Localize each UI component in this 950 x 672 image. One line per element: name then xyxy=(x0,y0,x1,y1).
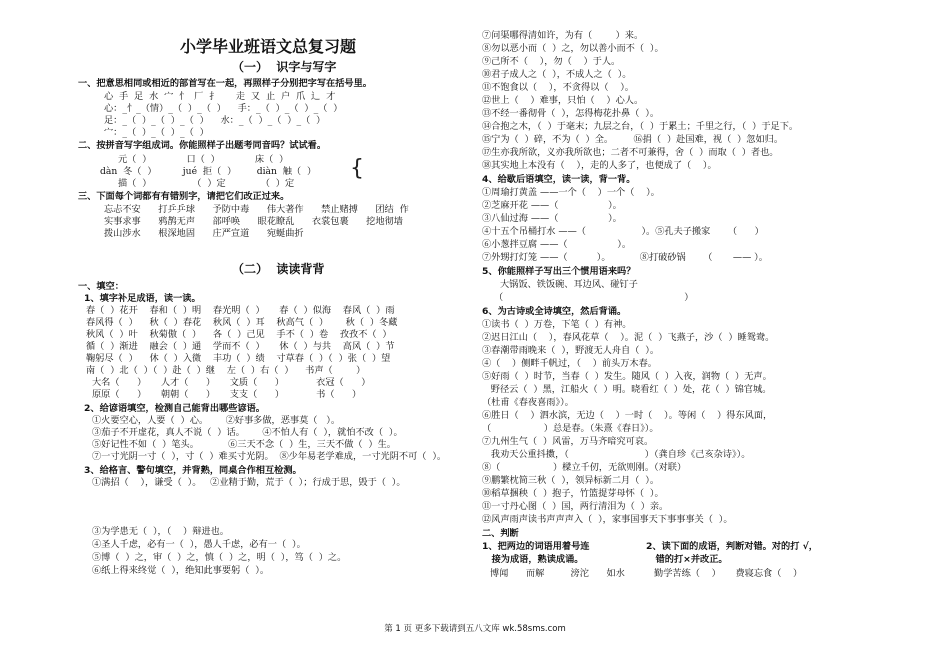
idiom-line: 春风得（ ） 秋（ ）春花 秋风（ ）耳 秋高气（ ） 秋（ ）冬藏 xyxy=(86,317,398,328)
poem-line: （杜甫《春夜喜雨》）。 xyxy=(482,397,574,408)
poem-line: ⑧（ ）樑立千仞，无欲则刚。（对联） xyxy=(482,462,687,473)
q3-line: 忘忐不安 打乒乒球 予防中毒 伟大著作 禁止赌搏 团结 作 xyxy=(104,204,409,215)
idiom-line: 大名（ ） 人才（ ） 文质（ ） 衣冠（ ） xyxy=(92,377,371,388)
q3-line: 实事求事 鸦鹊无声 部呼唤 眼花瞭乱 衣裳包裹 挖地彻墙 xyxy=(104,216,403,227)
q2-line: 描（ ） （ ）定 （ ）定 xyxy=(118,178,295,189)
sub-question-3: 3、给格言、警句填空，并背熟，同桌合作相互检测。 xyxy=(84,465,302,476)
judge-heading: 二、判断 xyxy=(482,528,519,539)
idiom-line: 春（ ）花开 春和（ ）明 春光明（ ） 春（ ）似海 春风（ ）雨 xyxy=(86,305,395,316)
q2-line: dàn 冬（ ） jué 拒（ ） diàn 触（ ） xyxy=(100,166,317,177)
question-1: 一、把意思相同或相近的部首写在一起，再照样子分别把字写在括号里。 xyxy=(78,78,372,89)
q1-line: 心 手 足 水 宀 忄 厂 扌 走 又 止 户 爪 辶 才 xyxy=(104,91,336,102)
motto-line: ⑩君子成人之（ ），不成人之（ ）。 xyxy=(482,69,632,80)
xiehouyu-line: ⑥小葱拌豆腐 ——（ ）。 xyxy=(482,239,632,250)
judge-words: 博闻 而解 滂沱 如水 勤学苦练（ ） 费寝忘食（ ） xyxy=(490,568,803,579)
poem-line: ④（ ）侧畔千帆过，（ ）前头万木春。 xyxy=(482,358,657,369)
motto-line: ①满招（ ），谦受（ ）。 ②业精于勤，荒于（ ）；行成于思，毁于（ ）。 xyxy=(92,477,406,488)
question-3: 三、下面每个词都有有错别字，请把它们改正过来。 xyxy=(78,191,290,202)
question-2: 二、按拼音写字组成词。你能照样子出题考同音吗？试试看。 xyxy=(78,140,327,151)
xiehouyu-line: ①周瑜打黄盖 ——一个（ ）一个（ ）。 xyxy=(482,187,660,198)
question-4: 4、给歇后语填空，读一读，背一背。 xyxy=(482,174,636,185)
idiom-example: 大锅饭、铁饭碗、耳边风、碰钉子 xyxy=(500,279,638,290)
q3-line: 拨山涉水 根深地固 庄严宣道 宛蜒曲折 xyxy=(104,228,304,239)
motto-line: ⑭合抱之木，（ ）于毫末；九层之台，（ ）于累土；千里之行，（ ）于足下。 xyxy=(482,121,799,132)
q1-line: 足：_（ ）_（ ）_（ ） 水：_（ ）_（ ）_（ ） xyxy=(104,115,326,126)
poem-line: ⑩稻草捆秧（ ）抱子，竹篮提芽母怀（ ）。 xyxy=(482,488,664,499)
motto-line: ⑬不经一番彻骨（ ），怎得梅花扑鼻（ ）。 xyxy=(482,108,660,119)
page-title: 小学毕业班语文总复习题 xyxy=(180,37,357,56)
idiom-line: 原原（ ） 朝朝（ ） 支支（ ） 书（ ） xyxy=(92,389,362,400)
motto-line: ⑦问渠哪得清如许，为有（ ）来。 xyxy=(482,30,644,41)
poem-line: 我劝天公重抖擞，（ ）（龚自珍《己亥杂诗》）。 xyxy=(482,449,751,460)
xiehouyu-line: ②芝麻开花 ——（ ）。 xyxy=(482,200,622,211)
brace-icon: { xyxy=(350,156,364,181)
section-heading-2: （二） 读读背背 xyxy=(232,262,325,276)
poem-line: ②迟日江山（ ），春风花草（ ）。泥（ ）飞燕子，沙（ ）睡鸳鸯。 xyxy=(482,332,775,343)
motto-line: ⑤博（ ）之，审（ ）之，慎（ ）之，明（ ），笃（ ）之。 xyxy=(92,552,347,563)
poem-line: ⑥胜日（ ）泗水滨，无边（ ）一时（ ）。等闲（ ）得东风面， xyxy=(482,410,773,421)
motto-line: ③为学患无（ ），（ ）辩进也。 xyxy=(92,526,229,537)
motto-line: ⑨己所不（ ），勿（ ）于人。 xyxy=(482,56,621,67)
proverb-line: ⑤好记性不如（ ）笔头。 ⑥三天不念（ ）生，三天不做（ ）生。 xyxy=(92,439,396,450)
xiehouyu-line: ⑦外甥打灯笼 ——（ ）。 ⑧打破砂锅 （ —— ）。 xyxy=(482,252,768,263)
poem-line: ⑨鹏繁枕简三秋（ ），领异标新二月（ ）。 xyxy=(482,475,660,486)
fill-heading: 一、填空： xyxy=(78,281,124,292)
section-heading-1: （一） 识字与写字 xyxy=(232,60,337,74)
judge-question-1-cont: 接为成语，熟读成诵。 xyxy=(482,554,584,565)
judge-question-2-cont: 错的打×并改正。 xyxy=(646,554,728,565)
page-footer: 第 1 页 更多下载请到五八文库 wk.58sms.com xyxy=(384,624,566,634)
q2-line: 元（ ） 口（ ） 床（ ） xyxy=(118,154,289,165)
motto-line: ⑪不饱食以（ ），不贪得以（ ）。 xyxy=(482,82,634,93)
q1-line: 宀：_（ ）_（ ）_（ ） xyxy=(104,127,209,138)
proverb-line: ③茄子不开虚花，真人不说（ ）话。 ④不怕人有（ ），就怕不改（ ）。 xyxy=(92,427,403,438)
answer-blank: （ ） xyxy=(494,292,694,303)
q1-line: 心：_忄_（情）_（ ）_（ ） 手：_（ ）_（ ）_（ ） xyxy=(104,103,343,114)
proverb-line: ⑦一寸光阴一寸（ ），寸（ ）难买寸光阴。 ⑧少年易老学难成，一寸光阴不可（ ）。 xyxy=(92,451,447,462)
motto-line: ④圣人千虑，必有一（ ），愚人千虑，必有一（ ）。 xyxy=(92,539,306,550)
question-6: 6、为古诗或全诗填空，然后背诵。 xyxy=(482,306,627,317)
judge-question-1: 1、把两边的词语用着号连 xyxy=(482,541,590,552)
motto-line: ⑰生亦我所欲，义亦我所欲也；二者不可兼得，舍（ ）而取（ ）者也。 xyxy=(482,147,779,158)
idiom-line: 南（ ）北（ ）（ ）赴（ ）继 左（ ）右（ ） 书声（ ） xyxy=(86,365,366,376)
idiom-line: 循（ ）渐进 融会（ ）通 学而不（ ） 休（ ）与共 高风（ ）节 xyxy=(86,341,395,352)
poem-line: ⑫风声雨声读书声声声入（ ），家事国事天下事事事关（ ）。 xyxy=(482,514,733,525)
poem-line: ③春潮带雨晚来（ ），野渡无人舟自（ ）。 xyxy=(482,345,660,356)
motto-line: ⑮宁为（ ）碎，不为（ ）全。 ⑯捐（ ）赴国难，视（ ）忽如归。 xyxy=(482,134,784,145)
poem-line: （ ）总是春。（朱熹《春日》）。 xyxy=(482,423,659,434)
sub-question-1: 1、填字补足成语，读一读。 xyxy=(84,293,201,304)
poem-line: ⑪一寸丹心图（ ）国，两行清泪为（ ）亲。 xyxy=(482,501,669,512)
xiehouyu-line: ③八仙过海 ——（ ）。 xyxy=(482,213,622,224)
xiehouyu-line: ④十五个吊桶打水 ——（ ）。⑤孔夫子搬家 （ ） xyxy=(482,226,764,237)
sub-question-2: 2、给谚语填空，检测自己能背出哪些谚语。 xyxy=(84,403,265,414)
motto-line: ⑧勿以恶小而（ ）之，勿以善小而不（ ）。 xyxy=(482,43,664,54)
motto-line: ⑫世上（ ）难事，只怕（ ）心人。 xyxy=(482,95,644,106)
idiom-line: 秋风（ ）叶 秋菊傲（ ） 各（ ）己见 手不（ ）卷 孜孜不（ ） xyxy=(86,329,392,340)
question-5: 5、你能照样子写出三个惯用语来吗？ xyxy=(482,266,636,277)
motto-line: ⑱其实地上本没有（ ），走的人多了，也便成了（ ）。 xyxy=(482,160,717,171)
motto-line: ⑥纸上得来终觉（ ），绝知此事要躬（ ）。 xyxy=(92,565,270,576)
proverb-line: ①火要空心，人要（ ）心。 ②好事多做，恶事莫（ ）。 xyxy=(92,415,341,426)
poem-line: ①读书（ ）万卷，下笔（ ）有神。 xyxy=(482,319,632,330)
idiom-line: 鞠躬尽（ ） 休（ ）入微 丰功（ ）绩 寸草春（ ）（ ）张（ ）望 xyxy=(86,353,391,364)
poem-line: 野径云（ ）黑，江船火（ ）明。晓看红（ ）处，花（ ）锦官城。 xyxy=(482,384,772,395)
judge-question-2: 2、读下面的成语，判断对错。对的打 √， xyxy=(646,541,818,552)
poem-line: ⑦九州生气（ ）风雷，万马齐喑究可哀。 xyxy=(482,436,654,447)
poem-line: ⑤好雨（ ）时节，当春（ ）发生。随风（ ）入夜，润物（ ）无声。 xyxy=(482,371,772,382)
